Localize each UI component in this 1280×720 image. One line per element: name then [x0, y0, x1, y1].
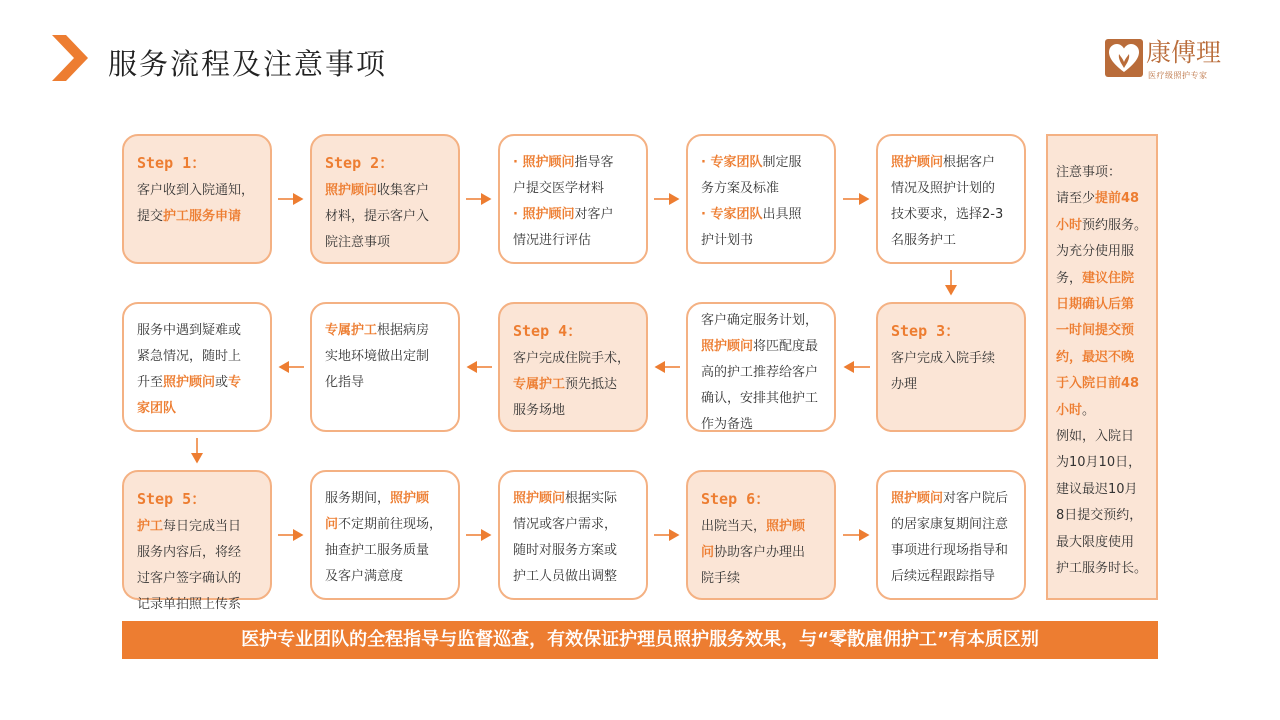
body-text: 每日完成当日 — [163, 519, 242, 534]
body-text: 客户完成住院手术， — [513, 351, 631, 366]
body-text: 务方案及标准 — [701, 181, 780, 196]
body-text: 户提交医学材料 — [513, 181, 605, 196]
highlight-text: 家团队 — [137, 401, 177, 416]
bullet-dot: · — [513, 155, 523, 170]
body-text: 提交 — [137, 209, 164, 224]
body-text: 随时对服务方案或 — [513, 543, 618, 558]
bullet-dot: · — [701, 155, 711, 170]
body-text: 情况及照护计划的 — [891, 181, 996, 196]
body-text: 实地环境做出定制 — [325, 349, 430, 364]
body-text: 对客户院后 — [943, 491, 1009, 506]
body-text: 出院当天， — [701, 519, 767, 534]
bullet-dot: · — [513, 207, 523, 222]
body-text: 情况或客户需求， — [513, 517, 618, 532]
step-6-box — [686, 470, 836, 600]
body-text: 紧急情况，随时上 — [137, 349, 242, 364]
highlight-text: 问 — [701, 545, 715, 560]
highlight-text: 照护顾问 — [701, 339, 754, 354]
caregiver-selection-box — [876, 134, 1026, 264]
highlight-text: 照护顾问 — [163, 375, 216, 390]
body-text: 客户确定服务计划， — [701, 313, 819, 328]
body-text: 不定期前往现场， — [338, 517, 443, 532]
body-text: 预先抵达 — [565, 377, 618, 392]
highlight-text: 护工 — [137, 519, 164, 534]
highlight-text: 约，最迟不晚 — [1056, 349, 1135, 365]
body-text: 根据实际 — [565, 491, 618, 506]
ward-guidance-box — [310, 302, 460, 432]
body-text: 对客户 — [574, 207, 614, 222]
step-label: Step 1： — [137, 154, 207, 172]
notes-panel — [1046, 134, 1158, 600]
body-text: 护工人员做出调整 — [513, 569, 618, 584]
body-text: 客户收到入院通知， — [137, 183, 255, 198]
page-title: 服务流程及注意事项 — [108, 47, 388, 81]
body-text: 作为备选 — [701, 417, 754, 432]
highlight-text: 照护顾问 — [891, 155, 944, 170]
body-text: 高的护工推荐给客户 — [701, 365, 819, 380]
highlight-text: 专属护工 — [325, 323, 378, 338]
body-text: 化指导 — [325, 375, 365, 390]
step-1-box — [122, 134, 272, 264]
body-text: 服务场地 — [513, 403, 566, 418]
highlight-text: 照护顾问 — [891, 491, 944, 506]
body-text: 材料，提示客户入 — [325, 209, 430, 224]
chevron-right-icon — [50, 33, 90, 83]
body-text: 院手续 — [701, 571, 741, 586]
body-text: 将匹配度最 — [753, 339, 819, 354]
escalation-box — [122, 302, 272, 432]
body-text: 为充分使用服 — [1056, 244, 1135, 260]
highlight-text: 建议住院 — [1082, 270, 1135, 286]
body-text: 确认，安排其他护工 — [701, 391, 819, 406]
highlight-text: 于入院日前48 — [1056, 376, 1140, 392]
expert-plan-box — [686, 134, 836, 264]
highlight-text: 护工服务申请 — [163, 209, 242, 224]
plan-adjust-box — [498, 470, 648, 600]
body-text: 抽查护工服务质量 — [325, 543, 430, 558]
body-text: 的居家康复期间注意 — [891, 517, 1009, 532]
brand-tagline: 医疗级照护专家 — [1148, 71, 1208, 80]
brand-name: 康傅理 — [1146, 38, 1222, 67]
highlight-text: 专家团队 — [710, 207, 763, 222]
body-text: 升至 — [137, 375, 164, 390]
body-text: 情况进行评估 — [513, 233, 592, 248]
step-label: Step 5： — [137, 490, 207, 508]
heart-leaf-logo-icon — [1104, 38, 1144, 78]
step-2-box — [310, 134, 460, 264]
body-text: 后续远程跟踪指导 — [891, 569, 996, 584]
highlight-text: 照护顾 — [766, 519, 806, 534]
body-text: 指导客 — [574, 155, 614, 170]
body-text: 过客户签字确认的 — [137, 571, 242, 586]
bullet-dot: · — [701, 207, 711, 222]
body-text: 服务中遇到疑难或 — [137, 323, 242, 338]
body-text: 及客户满意度 — [325, 569, 404, 584]
body-text: 客户完成入院手续 — [891, 351, 996, 366]
step-4-box — [498, 302, 648, 432]
highlight-text: 专 — [228, 375, 242, 390]
body-text: 护工服务时长。 — [1056, 561, 1148, 577]
body-text: 制定服 — [762, 155, 802, 170]
step-3-box — [876, 302, 1026, 432]
highlight-text: 照护顾问 — [325, 183, 378, 198]
step-label: Step 3： — [891, 322, 961, 340]
summary-banner: 医护专业团队的全程指导与监督巡查，有效保证护理员照护服务效果，与“零散雇佣护工”有本质区别 — [122, 621, 1158, 659]
highlight-text: 照护顾问 — [522, 207, 575, 222]
body-text: 务， — [1056, 270, 1083, 286]
highlight-text: 提前48 — [1095, 191, 1140, 207]
highlight-text: 照护顾问 — [513, 491, 566, 506]
highlight-text: 小时 — [1056, 217, 1083, 233]
body-text: 服务内容后，将经 — [137, 545, 242, 560]
post-discharge-box — [876, 470, 1026, 600]
highlight-text: 照护顾问 — [522, 155, 575, 170]
step-label: Step 4： — [513, 322, 583, 340]
body-text: 最大限度使用 — [1056, 534, 1135, 550]
body-text: 。 — [1082, 402, 1096, 418]
body-text: 请至少 — [1056, 191, 1096, 207]
highlight-text: 小时 — [1056, 402, 1083, 418]
medical-material-box — [498, 134, 648, 264]
highlight-text: 照护顾 — [390, 491, 430, 506]
body-text: 收集客户 — [377, 183, 430, 198]
highlight-text: 一时间提交预 — [1056, 323, 1135, 339]
body-text: 技术要求，选择2-3 — [891, 207, 1004, 222]
body-text: 根据病房 — [377, 323, 430, 338]
body-text: 根据客户 — [943, 155, 996, 170]
spot-check-box — [310, 470, 460, 600]
body-text: 办理 — [891, 377, 918, 392]
body-text: 8日提交预约， — [1056, 508, 1143, 524]
body-text: 出具照 — [762, 207, 802, 222]
body-text: 预约服务。 — [1082, 217, 1148, 233]
body-text: 事项进行现场指导和 — [891, 543, 1009, 558]
body-text: 服务期间， — [325, 491, 391, 506]
body-text: 或 — [215, 375, 229, 390]
caregiver-confirm-box — [686, 302, 836, 432]
highlight-text: 问 — [325, 517, 339, 532]
highlight-text: 专属护工 — [513, 377, 566, 392]
body-text: 协助客户办理出 — [714, 545, 806, 560]
step-label: Step 2： — [325, 154, 395, 172]
brand-logo — [1104, 36, 1234, 86]
body-text: 护计划书 — [701, 233, 754, 248]
body-text: 记录单拍照上传系 — [137, 597, 242, 612]
highlight-text: 专家团队 — [710, 155, 763, 170]
body-text: 院注意事项 — [325, 235, 391, 250]
highlight-text: 日期确认后第 — [1056, 297, 1135, 313]
body-text: 注意事项： — [1056, 165, 1122, 180]
body-text: 为10月10日， — [1056, 455, 1142, 471]
body-text: 例如，入院日 — [1056, 429, 1135, 445]
body-text: 建议最迟10月 — [1056, 481, 1138, 497]
step-5-box — [122, 470, 272, 612]
step-label: Step 6： — [701, 490, 771, 508]
body-text: 名服务护工 — [891, 233, 957, 248]
